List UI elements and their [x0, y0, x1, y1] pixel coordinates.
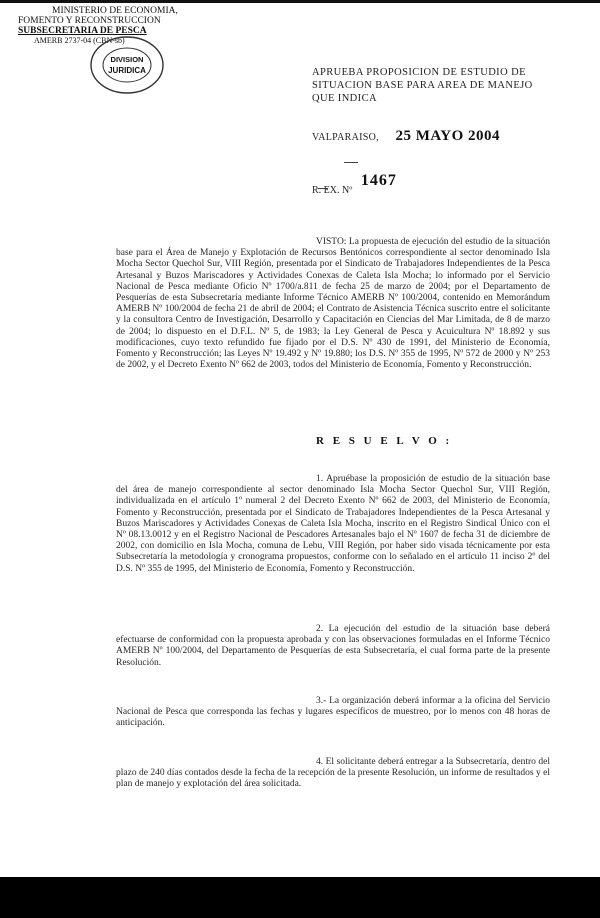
resolution-item-3: 3.- La organización deberá informar a la oficina del Servicio Nacional de Pesca que corresponda las fechas y lugares específicos de muestreo, por lo menos con 48 horas de anticipación. [116, 696, 550, 729]
letterhead-reference: AMERB 2737-04 (CBN-sb) [34, 36, 125, 45]
resolution-item-1: 1. Apruébase la proposición de estudio de la situación base del área de manejo correspondiente al sector denominado Isla Mocha Sector Quechol Sur, VIII Región, individualizada en el artículo 1º numeral 2 del Decreto Exento Nº 662 de 2003, del Ministerio de Economía, Fomento y Reconstrucción, presentada por el Sindicato de Trabajadores Independientes de la Pesca Artesanal y Buzos Mariscadores y Actividades Conexas de Caleta Isla Mocha, inscrito en el Registro Sindical Único con el Nº 08.13.0012 y en el Registro Nacional de Pescadores Artesanales bajo el Nº 1607 de fecha 31 de diciembre de 2002, con domicilio en Isla Mocha, comuna de Lebu, VIII Región, por haber sido visada técnicamente por esta Subsecretaría la metodología y cronograma propuestos, conforme con lo señalado en el artículo 11 inciso 2º del D.S. Nº 355 de 1995, del Ministerio de Economía, Fomento y Reconstrucción. [116, 474, 550, 574]
resolution-number: 1467 [360, 172, 397, 189]
resolution-item-2: 2. La ejecución del estudio de la situación base deberá efectuarse de conformidad con la propuesta aprobada y con las observaciones formuladas en el Informe Técnico AMERB Nº 100/2004, del Departamento de Pesquerías de esta Subsecretaría, el cual forma parte de la presente Resolución. [116, 624, 550, 668]
division-juridica-stamp [88, 34, 166, 96]
place-date-line [312, 128, 500, 145]
stamp-graphic [88, 34, 166, 96]
stamp-top-text: DIVISION [110, 55, 144, 64]
stamp-bottom-text: JURIDICA [108, 66, 146, 75]
visto-paragraph: VISTO: La propuesta de ejecución del estudio de la situación base para el Área de Manejo y Explotación de Recursos Bentónicos correspondiente al sector denominado Isla Mocha Sector Quechol Sur, VIII Región, presentada por el Sindicato de Trabajadores Independientes de la Pesca Artesanal y Buzos Mariscadores y Actividades Conexas de Caleta Isla Mocha; lo informado por el Servicio Nacional de Pesca mediante Oficio Nº 1700/a.811 de fecha 25 de marzo de 2004; por el Departamento de Pesquerías de esta Subsecretaría mediante Informe Técnico AMERB Nº 100/2004, contenido en Memorándum AMERB Nº 100/2004 de fecha 21 de abril de 2004; el Contrato de Asistencia Técnica suscrito entre el solicitante y la consultora Centro de Investigación, Desarrollo y Capacitación en Ciencias del Mar Limitada, de 8 de marzo de 2004; lo dispuesto en el D.F.L. Nº 5, de 1983; la Ley General de Pesca y Acuicultura Nº 18.892 y sus modificaciones, cuyo texto refundido fue fijado por el D.S. Nº 430 de 1991, del Ministerio de Economía, Fomento y Reconstrucción; las Leyes Nº 19.492 y Nº 19.880; los D.S. Nº 355 de 1995, Nº 572 de 2000 y Nº 253 de 2002, y el Decreto Exento Nº 662 de 2003, todos del Ministerio de Economía, Fomento y Reconstrucción. [116, 237, 550, 371]
handwritten-mark [344, 162, 358, 163]
scan-border-top [0, 0, 600, 3]
scan-border-bottom [0, 877, 600, 918]
resuelvo-heading: R E S U E L V O : [316, 435, 453, 447]
resolution-label: R. EX. Nº [312, 185, 353, 196]
resolution-title: APRUEBA PROPOSICION DE ESTUDIO DE SITUACION BASE PARA AREA DE MANEJO QUE INDICA [312, 67, 533, 104]
place-name: VALPARAISO, [312, 132, 379, 143]
date-stamp: 25 MAYO 2004 [395, 128, 501, 144]
letterhead-subsecretaria: SUBSECRETARIA DE PESCA [18, 26, 147, 36]
letterhead-ministry: MINISTERIO DE ECONOMIA, [52, 6, 178, 16]
letterhead-ministry-cont: FOMENTO Y RECONSTRUCCION [18, 16, 161, 26]
resolution-item-4: 4. El solicitante deberá entregar a la Subsecretaría, dentro del plazo de 240 días contados desde la fecha de la recepción de la presente Resolución, un informe de resultados y el plan de manejo y explotación del área solicitada. [116, 757, 550, 790]
resolution-number-line [312, 172, 397, 198]
